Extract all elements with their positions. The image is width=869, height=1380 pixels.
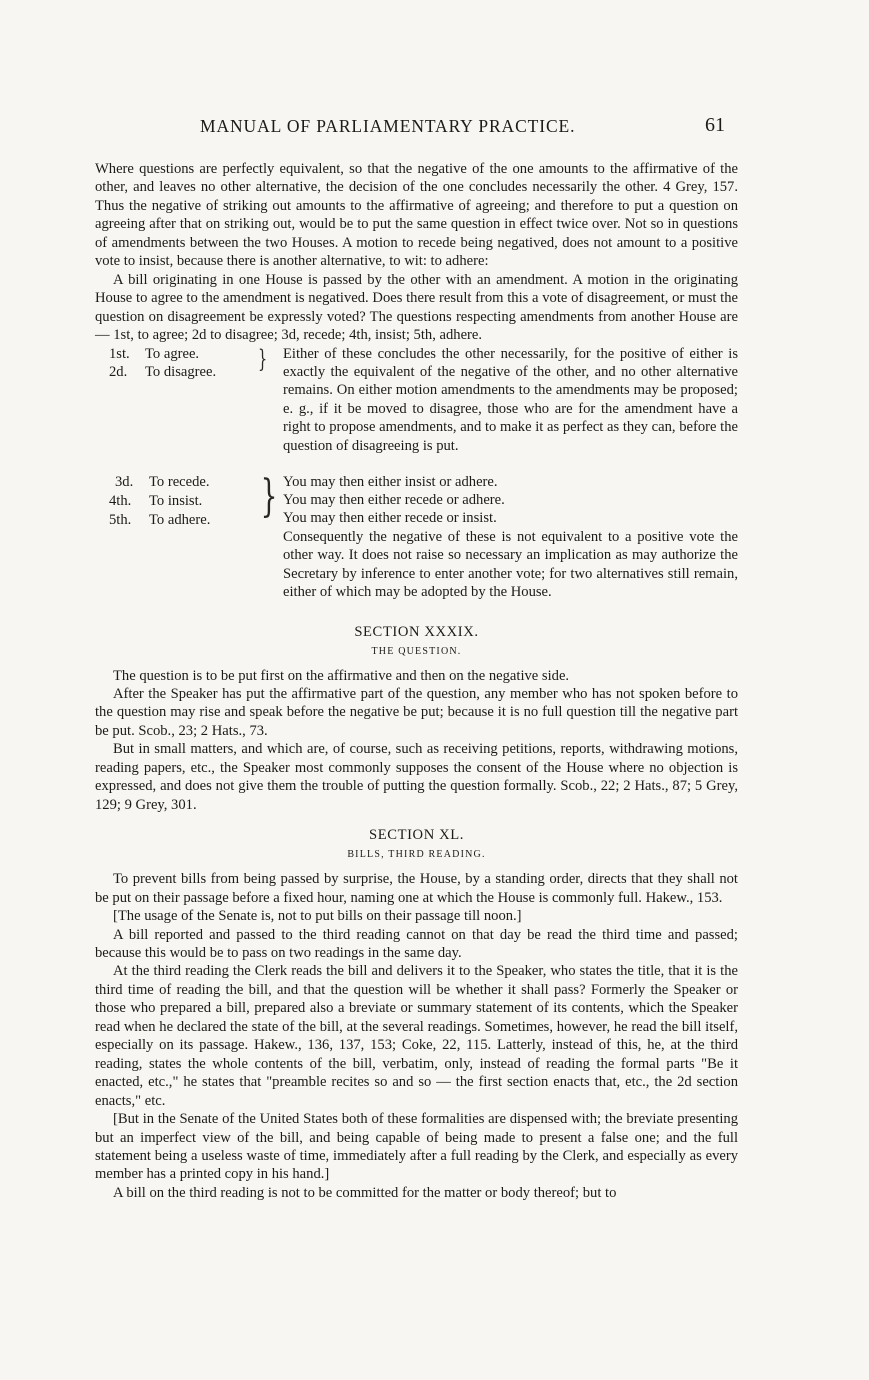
intro-paragraph-1: Where questions are perfectly equivalent, so that the negative of the one amounts to the affirmative of the other, and leaves no other alternative, the decision of the one concludes necessarily the other. 4 Grey, 157. Thus the negative of striking out amounts to the affirmative of agreeing; and therefore to put a question on agreeing after that on striking out, would be to put the same question in effect twice over. Not so in questions of amendments between the two Houses. A motion to recede being negatived, does not amount to a positive vote to insist, because there is another alternative, to wit: to adhere: (95, 161, 738, 270)
intro-paragraph-2: A bill originating in one House is passed by the other with an amendment. A motion in the originating House to agree to the amendment is negatived. Does there result from this a vote of disagreement, or must the question on disagreement be expressly voted? The questions respecting amendments from another House are — 1st, to agree; 2d to disagree; 3d, recede; 4th, insist; 5th, adhere. (95, 271, 738, 344)
motion-4-label: To insist. (149, 492, 203, 509)
running-title: MANUAL OF PARLIAMENTARY PRACTICE. (200, 116, 576, 136)
motion-5-result: You may then either recede or insist. (283, 510, 497, 527)
motion-1-label: To agree. (145, 345, 200, 362)
body-text (95, 160, 738, 1202)
motion-pair-text: Either of these concludes the other necessarily, for the positive of either is exactly the equivalent of the negative of the other, and no other alternative remains. On either motion amendments to the amendments may be proposed; e. g., if it be moved to disagree, those who are for the amendment have a right to propose amendments, and to make it as perfect as they can, before the question of disagreeing is put. (283, 345, 738, 454)
motion-2-label: To disagree. (145, 363, 217, 380)
motion-4-number: 4th. (109, 492, 132, 509)
motion-4-result: You may then either recede or adhere. (283, 491, 505, 508)
section-40-heading: SECTION XL. (369, 827, 464, 844)
section-39-paragraph-2: After the Speaker has put the affirmative part of the question, any member who has not spoken before to the question may rise and speak before the negative be put; because it is no full question till the negative part be put. Scob., 23; 2 Hats., 73. (95, 685, 738, 739)
section-39-paragraph-3: But in small matters, and which are, of course, such as receiving petitions, reports, withdrawing motions, reading papers, etc., the Speaker most commonly supposes the consent of the House where no objection is expressed, and does not give them the trouble of putting the question formally. Scob., 22; 2 Hats., 87; 5 Grey, 129; 9 Grey, 301. (95, 741, 738, 813)
running-head (0, 116, 869, 140)
amendment-motions-table (95, 345, 738, 615)
section-40-subheading: BILLS, THIRD READING. (347, 849, 486, 861)
motion-5-label: To adhere. (149, 511, 211, 528)
page-number: 61 (705, 114, 725, 136)
section-40-paragraph-4: At the third reading the Clerk reads the bill and delivers it to the Speaker, who states the title, that it is the third time of reading the bill, and that the question will be whether it shall pass? Formerly the Speaker or those who prepared a bill, prepared also a breviate or summary statement of its contents, which the Speaker read when he declared the state of the bill, at the several readings. Sometimes, however, he read the bill itself, especially on its passage. Hakew., 136, 137, 153; Coke, 22, 115. Latterly, instead of this, he, at the third reading, states the whole contents of the bill, verbatim, only, instead of reading the formal parts "Be it enacted, etc.," he states that "preamble recites so and so — the first section enacts that, etc., the 2d section enacts," etc. (95, 963, 738, 1109)
section-40-paragraph-6: A bill on the third reading is not to be committed for the matter or body thereof; but to (113, 1184, 617, 1201)
motion-3-result: You may then either insist or adhere. (283, 473, 498, 490)
section-39-paragraph-1: The question is to be put first on the affirmative and then on the negative side. (113, 667, 570, 684)
brace-first-pair: } (258, 344, 268, 373)
motion-1-number: 1st. (109, 345, 130, 362)
motion-trio-explanation (283, 473, 738, 602)
section-39-heading: SECTION XXXIX. (354, 623, 479, 640)
motion-3-number: 3d. (115, 473, 134, 490)
motion-5-number: 5th. (109, 511, 132, 528)
section-40-paragraph-3: A bill reported and passed to the third reading cannot on that day be read the third time and passed; because this would be to pass on two readings in the same day. (95, 926, 738, 961)
brace-trio: } (260, 470, 278, 522)
motion-3-label: To recede. (149, 473, 210, 490)
motion-trio-text: Consequently the negative of these is not equivalent to a positive vote the other way. It does not raise so necessary an implication as may authorize the Secretary by inference to enter another vote; for two alternatives still remain, either of which may be adopted by the House. (283, 528, 738, 601)
motion-pair-explanation (283, 345, 738, 456)
section-40-paragraph-5: [But in the Senate of the United States both of these formalities are dispensed with; the breviate presenting but an imperfect view of the bill, and being capable of being made to present a false one; and the full statement being a useless waste of time, immediately after a full reading by the Clerk, and especially as every member has a printed copy in his hand.] (95, 1111, 738, 1183)
motion-2-number: 2d. (109, 363, 128, 380)
section-39-subheading: THE QUESTION. (371, 645, 462, 657)
section-40-paragraph-2: [The usage of the Senate is, not to put bills on their passage till noon.] (113, 908, 522, 925)
section-40-paragraph-1: To prevent bills from being passed by surprise, the House, by a standing order, directs that they shall not be put on their passage before a fixed hour, naming one at which the House is commonly full. Hakew., 153. (95, 871, 738, 906)
